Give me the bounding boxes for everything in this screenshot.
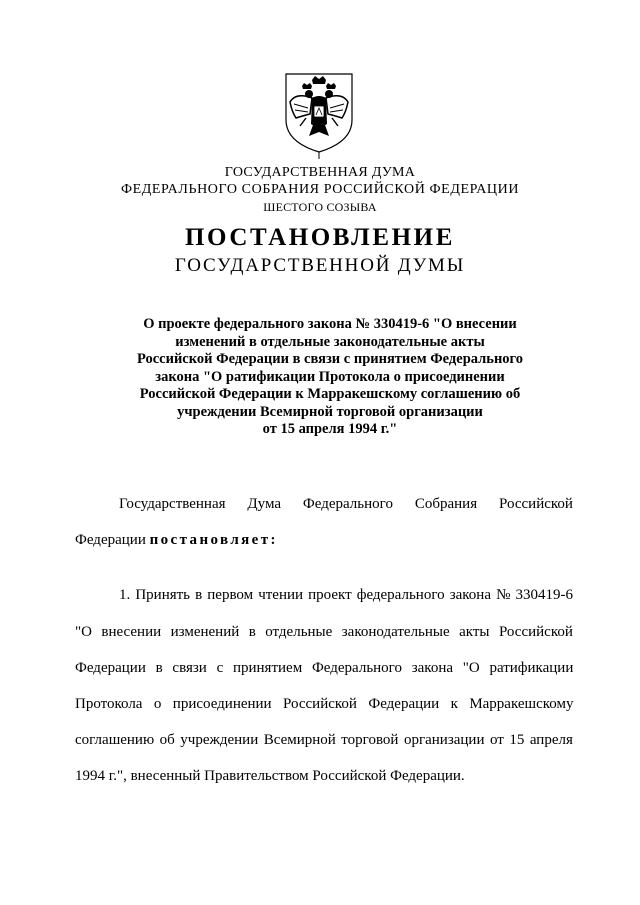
subject-line: учреждении Всемирной торговой организации <box>177 403 483 420</box>
convocation-line: ШЕСТОГО СОЗЫВА <box>263 200 377 214</box>
preamble-word: Федерального <box>302 496 393 512</box>
preamble-word: Российской <box>499 496 573 512</box>
document-subtitle: ГОСУДАРСТВЕННОЙ ДУМЫ <box>174 255 466 276</box>
subject-line: от 15 апреля 1994 г." <box>262 421 398 437</box>
paragraph-line: 1. Принять в первом чтении проект федерального закона № 330419-6 <box>119 587 573 603</box>
preamble-line-2 <box>75 530 278 550</box>
org-name-line-1: ГОСУДАРСТВЕННАЯ ДУМА <box>224 165 416 180</box>
preamble-word: Собрания <box>414 496 478 512</box>
paragraph-line: "О внесении изменений в отдельные законодательные акты Российской <box>75 624 573 640</box>
document-title: ПОСТАНОВЛЕНИЕ <box>184 224 456 251</box>
preamble-word: Дума <box>247 496 282 512</box>
subject-line: закона "О ратификации Протокола о присоединении <box>155 368 505 385</box>
subject-line: Российской Федерации к Марракешскому соглашению об <box>139 386 521 402</box>
paragraph-line: 1994 г.", внесенный Правительством Российской Федерации. <box>75 768 465 784</box>
preamble-text: Федерации <box>75 532 150 548</box>
subject-line: изменений в отдельные законодательные акты <box>175 333 485 350</box>
preamble-word: Государственная <box>119 496 226 512</box>
subject-line: О проекте федерального закона № 330419-6 "О внесении <box>143 316 517 332</box>
resolution-verb: постановляет: <box>149 532 278 548</box>
paragraph-line: соглашению об учреждении Всемирной торговой организации от 15 апреля <box>75 732 573 748</box>
org-name-line-2: ФЕДЕРАЛЬНОГО СОБРАНИЯ РОССИЙСКОЙ ФЕДЕРАЦИИ <box>120 182 520 197</box>
subject-block <box>0 316 640 439</box>
subject-line: Российской Федерации в связи с принятием Федерального <box>136 351 524 367</box>
paragraph-line: Протокола о присоединении Российской Федерации к Марракешскому <box>75 696 574 712</box>
preamble-line-1 <box>119 494 573 514</box>
coat-of-arms-icon <box>282 68 356 160</box>
paragraph-line: Федерации в связи с принятием Федерального закона "О ратификации <box>75 660 574 676</box>
